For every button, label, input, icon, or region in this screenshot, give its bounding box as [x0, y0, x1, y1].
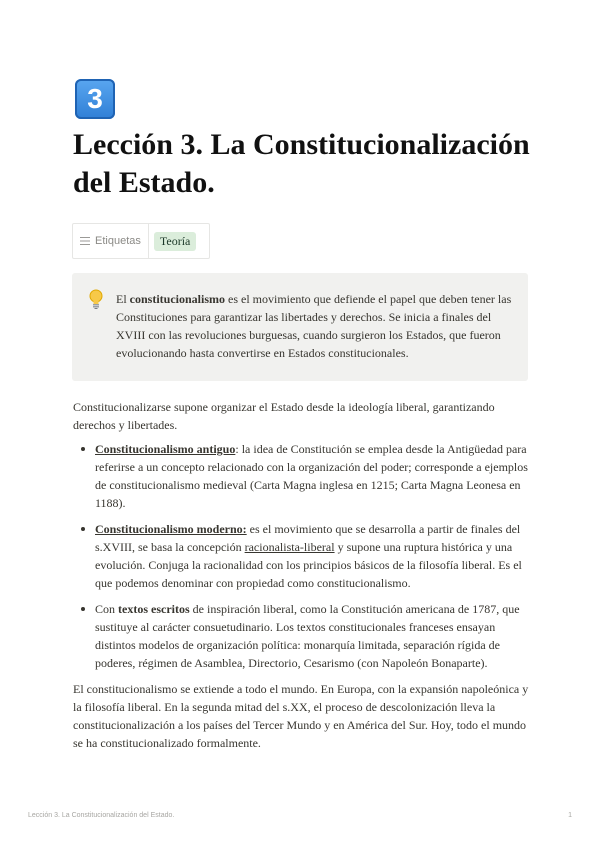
keycap-3-icon: [75, 79, 115, 119]
property-label-text: Etiquetas: [95, 235, 141, 247]
tag-teoria[interactable]: Teoría: [154, 232, 196, 251]
list-item: Constitucionalismo moderno: es el movimiento que se desarrolla a partir de finales del s.XVIII, se basa la concepción racionalista-liberal y supone una ruptura histórica y una evolución. Conjuga la racionalidad con los principios básicos de la filosofía liberal. Es el que podemos denominar con propiedad como constitucionalismo.: [73, 520, 533, 592]
closing-paragraph: El constitucionalismo se extiende a todo el mundo. En Europa, con la expansión napoleónica y la filosofía liberal. En la segunda mitad del s.XX, el proceso de descolonización lleva la constitucionalización a los países del Tercer Mundo y en América del Sur. Hoy, todo el mundo se ha constitucionalizado formalmente.: [73, 682, 529, 750]
callout-box: [72, 273, 528, 381]
property-value[interactable]: [149, 232, 201, 251]
page-title: Lección 3. La Constitucionalización del Estado.: [73, 128, 530, 199]
intro-paragraph: Constitucionalizarse supone organizar el Estado desde la ideología liberal, garantizando derechos y libertades.: [73, 400, 495, 432]
list-item: Con textos escritos de inspiración liberal, como la Constitución americana de 1787, que sustituye al carácter consuetudinario. Los textos constitucionales franceses ensayan distintos modelos de organización política: monarquía limitada, separación rígida de poderes, régimen de Asamblea, Directorio, Cesarismo (con Napoleón Bonaparte).: [73, 600, 533, 672]
list-icon: [80, 237, 90, 245]
property-label: [73, 224, 149, 258]
bullet-list: [73, 440, 533, 680]
keycap-3-label: 3: [87, 83, 103, 114]
list-item: Constitucionalismo antiguo: la idea de Constitución se emplea desde la Antigüedad para referirse a un concepto relacionado con la organización del poder; corresponde a ejemplos de constitucionalismo medieval (Carta Magna inglesa en 1215; Carta Magna Leonesa en 1188).: [73, 440, 533, 512]
footer-page-number: 1: [568, 812, 572, 819]
footer-title: Lección 3. La Constitucionalización del Estado.: [28, 812, 175, 819]
lightbulb-icon: [88, 289, 104, 309]
callout-text: El constitucionalismo es el movimiento que defiende el papel que deben tener las Constituciones para garantizar las libertades y derechos. Se inicia a finales del XVIII con las revoluciones burguesas, cuando surgieron los Estados, que fueron evolucionando hasta convertirse en Estados constitucionales.: [116, 292, 512, 360]
properties-row: [72, 223, 210, 259]
page-footer: [28, 812, 572, 824]
racionalista-liberal-link[interactable]: racionalista-liberal: [244, 540, 335, 554]
